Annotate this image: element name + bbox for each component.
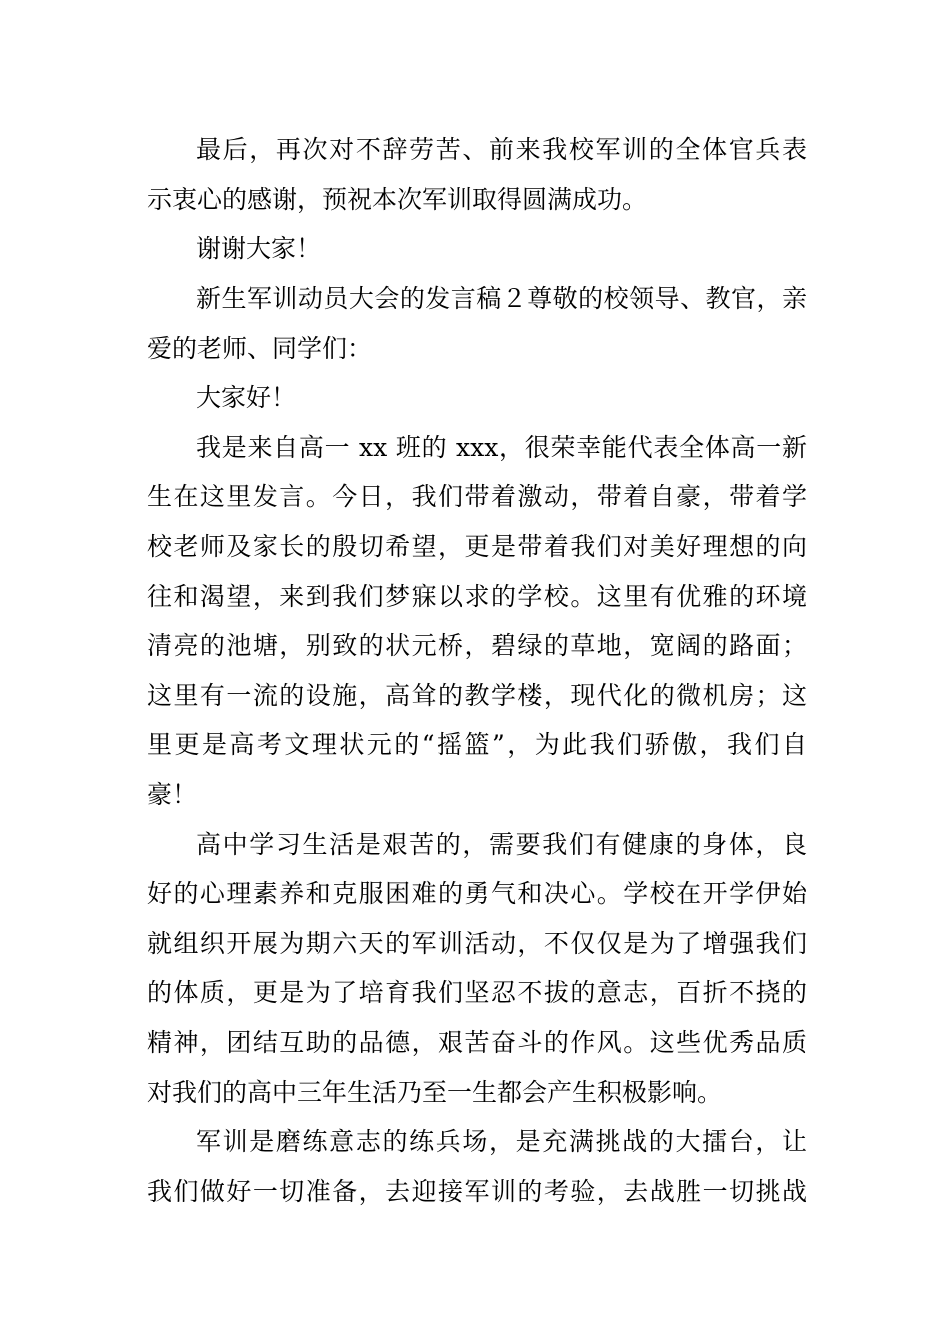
text-line: 生在这里发言。今日，我们带着激动，带着自豪，带着学 [147,482,807,511]
text-line: 谢谢大家！ [196,234,322,263]
text-line: 的体质，更是为了培育我们坚忍不拔的意志，百折不挠的 [147,978,807,1007]
text-line: 爱的老师、同学们： [147,334,373,363]
text-line: 对我们的高中三年生活乃至一生都会产生积极影响。 [147,1078,723,1107]
text-line: 这里有一流的设施，高耸的教学楼，现代化的微机房；这 [147,681,807,710]
text-line: 校老师及家长的殷切希望，更是带着我们对美好理想的向 [147,532,807,561]
text-line: 清亮的池塘，别致的状元桥，碧绿的草地，宽阔的路面； [147,631,807,660]
text-line: 精神，团结互助的品德，艰苦奋斗的作风。这些优秀品质 [147,1028,807,1057]
text-line: 军训是磨练意志的练兵场，是充满挑战的大擂台，让 [196,1127,807,1156]
text-line: 就组织开展为期六天的军训活动，不仅仅是为了增强我们 [147,929,807,958]
text-line: 我们做好一切准备，去迎接军训的考验，去战胜一切挑战 [147,1177,807,1206]
text-line: 好的心理素养和克服困难的勇气和决心。学校在开学伊始 [147,879,807,908]
text-line: 高中学习生活是艰苦的，需要我们有健康的身体，良 [196,830,807,859]
text-line: 往和渴望，来到我们梦寐以求的学校。这里有优雅的环境 [147,582,807,611]
text-line: 我是来自高一 xx 班的 xxx，很荣幸能代表全体高一新 [196,433,807,462]
text-line: 豪！ [147,780,198,809]
text-line: 里更是高考文理状元的“摇篮”，为此我们骄傲，我们自 [147,730,807,759]
text-line: 示衷心的感谢，预祝本次军训取得圆满成功。 [147,185,648,214]
text-line: 大家好！ [196,383,297,412]
text-line: 最后，再次对不辞劳苦、前来我校军训的全体官兵表 [196,135,807,164]
text-line: 新生军训动员大会的发言稿２尊敬的校领导、教官，亲 [196,284,807,313]
